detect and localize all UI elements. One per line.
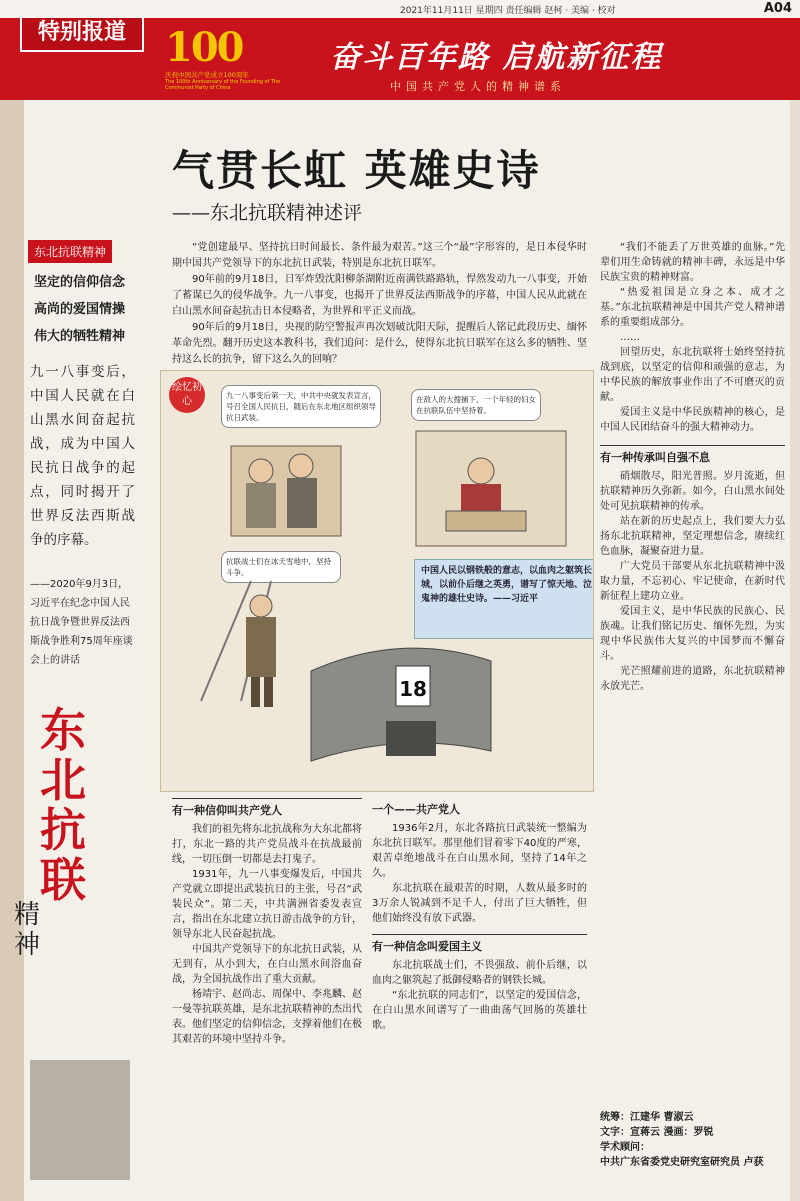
credit-line: 学术顾问： [600,1142,650,1153]
xi-quote-box: 中国人民以钢铁般的意志，以血肉之躯筑长城，以前仆后继之英勇，谱写了惊天地、泣鬼神的雄壮史诗。——习近平 [414,559,594,639]
date-line: 2021年11月11日 星期四 责任编辑 赵柯 · 美编 · 校对 [400,6,616,16]
page-banner [0,18,800,100]
vertical-title-big: 东北抗联 [40,703,86,907]
side-quote-source: ——2020年9月3日，习近平在纪念中国人民抗日战争暨世界反法西斯战争胜利75周年座谈会上的讲话 [30,579,133,666]
right-paragraph: “我们不能丢了万世英雄的血脉。”先辈们用生命铸就的精神丰碑，永远是中华民族宝贵的精神财富。 [600,242,785,283]
credit-line: 统筹：江建华 曹淑云 [600,1112,694,1123]
section-paragraph: 广大党员干部要从东北抗联精神中汲取力量，不忘初心、牢记使命，在新时代新征程上建功立业。 [600,561,785,602]
right-paragraph: 回望历史，东北抗联将士始终坚持抗战到底，以坚定的信仰和顽强的意志，为中华民族的解放事业作出了不可磨灭的贡献。 [600,347,785,403]
section-paragraph: 中国共产党领导下的东北抗日武装，从无到有，从小到大，在白山黑水间浴血奋战，为全国抗战作出了重大贡献。 [172,944,362,985]
section-heading: 有一种信仰叫共产党人 [172,804,282,817]
series-tag: 东北抗联精神 [28,240,112,263]
credits-block [600,1110,790,1170]
article-title: 气贯长虹 英雄史诗 [172,146,541,195]
speech-bubble-3: 抗联战士们在冰天雪地中，坚持斗争。 [221,551,341,583]
section-heading: 有一种传承叫自强不息 [600,451,710,464]
intro-paragraph: 90年前的9月18日，日军炸毁沈阳柳条湖附近南满铁路路轨，悍然发动九一八事变，开始了蓄谋已久的侵华战争。九一八事变，也揭开了世界反法西斯战争的序幕，中国人民从此就在白山黑水间奋起抗击日本侵略者，为世界和平正义而战。 [172,274,587,317]
section-paragraph: 硝烟散尽，阳光普照。岁月流逝，但抗联精神历久弥新。如今，白山黑水间处处可见抗联精神的传承。 [600,471,785,512]
credit-line: 文字：宣蒋云 漫画：罗锐 [600,1127,714,1138]
comic-illustration [160,370,594,792]
banner-series: 中国共产党人的精神谱系 [390,80,566,93]
speech-bubble-1: 九一八事变后第一天，中共中央就发表宣言，号召全国人民抗日，随后在东北地区组织领导抗日武装。 [221,385,381,428]
vertical-title-small: 精神 [14,900,41,960]
right-paragraph: …… [620,332,640,343]
section-paragraph: 东北抗联战士们，不畏强敌、前仆后继，以血肉之躯筑起了抵御侵略者的钢铁长城。 [372,960,587,986]
top-meta-bar [0,0,800,18]
section-heading: 有一种信念叫爱国主义 [372,940,482,953]
illustration-badge: 绘忆初心 [169,377,205,413]
section-column-2 [372,798,587,1033]
section-tag: 特别报道 [20,18,144,52]
section-paragraph: 爱国主义，是中华民族的民族心、民族魂。让我们铭记历史、缅怀先烈，为实现中华民族伟大复兴的中国梦而不懈奋斗。 [600,606,785,662]
section-paragraph: 杨靖宇、赵尚志、周保中、李兆麟、赵一曼等抗联英雄，是东北抗联精神的杰出代表。他们坚定的信仰信念，支撑着他们在极其艰苦的环境中坚持斗争。 [172,989,362,1045]
keyword-2: 高尚的爱国情操 [34,302,126,317]
right-paragraph: “热爱祖国是立身之本、成才之基。”东北抗联精神是中国共产党人精神谱系的重要组成部分。 [600,287,785,328]
section-rule [372,934,587,935]
section-paragraph: 东北抗联在最艰苦的时期，人数从最多时的3万余人锐减到不足千人，付出了巨大牺牲，但他们始终没有放下武器。 [372,883,587,924]
intro-paragraph: 90年后的9月18日，央视的防空警报声再次划破沈阳天际，提醒后人铭记此段历史、缅怀革命先烈。翻开历史这本教科书，我们追问：是什么，使得东北抗日联军在这么多的牺牲、坚持这么长的抗争，留下这么久的回响？ [172,322,587,365]
speech-bubble-2: 在敌人的大搜捕下，一个年轻的妇女在抗联队伍中坚持着。 [411,389,541,421]
section-paragraph: 1936年2月，东北各路抗日武装统一整编为东北抗日联军。那里他们冒着零下40度的严寒，艰苦卓绝地战斗在白山黑水间，坚持了14年之久。 [372,823,587,879]
section-rule [600,445,785,446]
illustration-drawing [161,371,593,791]
intro-text [172,240,587,368]
section-heading: 一个——共产党人 [372,803,460,816]
calendar-number: 18 [399,677,427,701]
left-decor-strip [0,100,24,1201]
intro-paragraph: “党创建最早、坚持抗日时间最长、条件最为艰苦。”这三个“最”字形容的，是日本侵华时期中国共产党领导下的东北抗日武装，特别是东北抗日联军。 [172,242,587,269]
right-paragraph: 爱国主义是中华民族精神的核心，是中国人民团结奋斗的强大精神动力。 [600,407,785,433]
side-quote: 九一八事变后，中国人民就在白山黑水间奋起抗战，成为中国人民抗日战争的起点，同时揭开了世界反法西斯战争的序幕。 [30,364,135,548]
left-keyword-column [24,240,144,344]
calendar-photo [30,1060,130,1180]
section-paragraph: 站在新的历史起点上，我们要大力弘扬东北抗联精神，坚定理想信念，赓续红色血脉，凝聚奋进力量。 [600,516,785,557]
section-paragraph: 我们的祖先将东北抗战称为大东北都将打，东北一路的共产党员战斗在抗战最前线，一切压倒一切都是去打鬼子。 [172,824,362,865]
banner-slogan: 奋斗百年路 启航新征程 [330,40,663,75]
centenary-logo [165,24,285,94]
right-column [600,240,785,694]
section-column-1 [172,798,362,1047]
logo-number: 100 [165,24,243,71]
page-number: A04 [763,1,792,16]
keyword-3: 伟大的牺牲精神 [34,329,126,344]
right-decor-strip [790,100,800,1201]
logo-caption: 庆祝中国共产党成立100周年 [165,71,249,79]
section-paragraph: “东北抗联的同志们”，以坚定的爱国信念，在白山黑水间谱写了一曲曲荡气回肠的英雄壮歌。 [372,990,587,1031]
closing-paragraph: 光芒照耀前进的道路，东北抗联精神永放光芒。 [600,666,785,692]
credit-line: 中共广东省委党史研究室研究员 卢获 [600,1157,764,1168]
section-rule [172,798,362,799]
keyword-1: 坚定的信仰信念 [34,275,126,290]
logo-caption-en: The 100th Anniversary of the Founding of The Communist Party of China [165,79,281,91]
section-paragraph: 1931年，九一八事变爆发后，中国共产党就立即提出武装抗日的主张，号召“武装民众”。第二天，中共满洲省委发表宣言，指出在东北建立抗日游击战争的方针，领导东北人民奋起抗战。 [172,869,362,940]
article-subtitle: ——东北抗联精神述评 [172,202,363,224]
